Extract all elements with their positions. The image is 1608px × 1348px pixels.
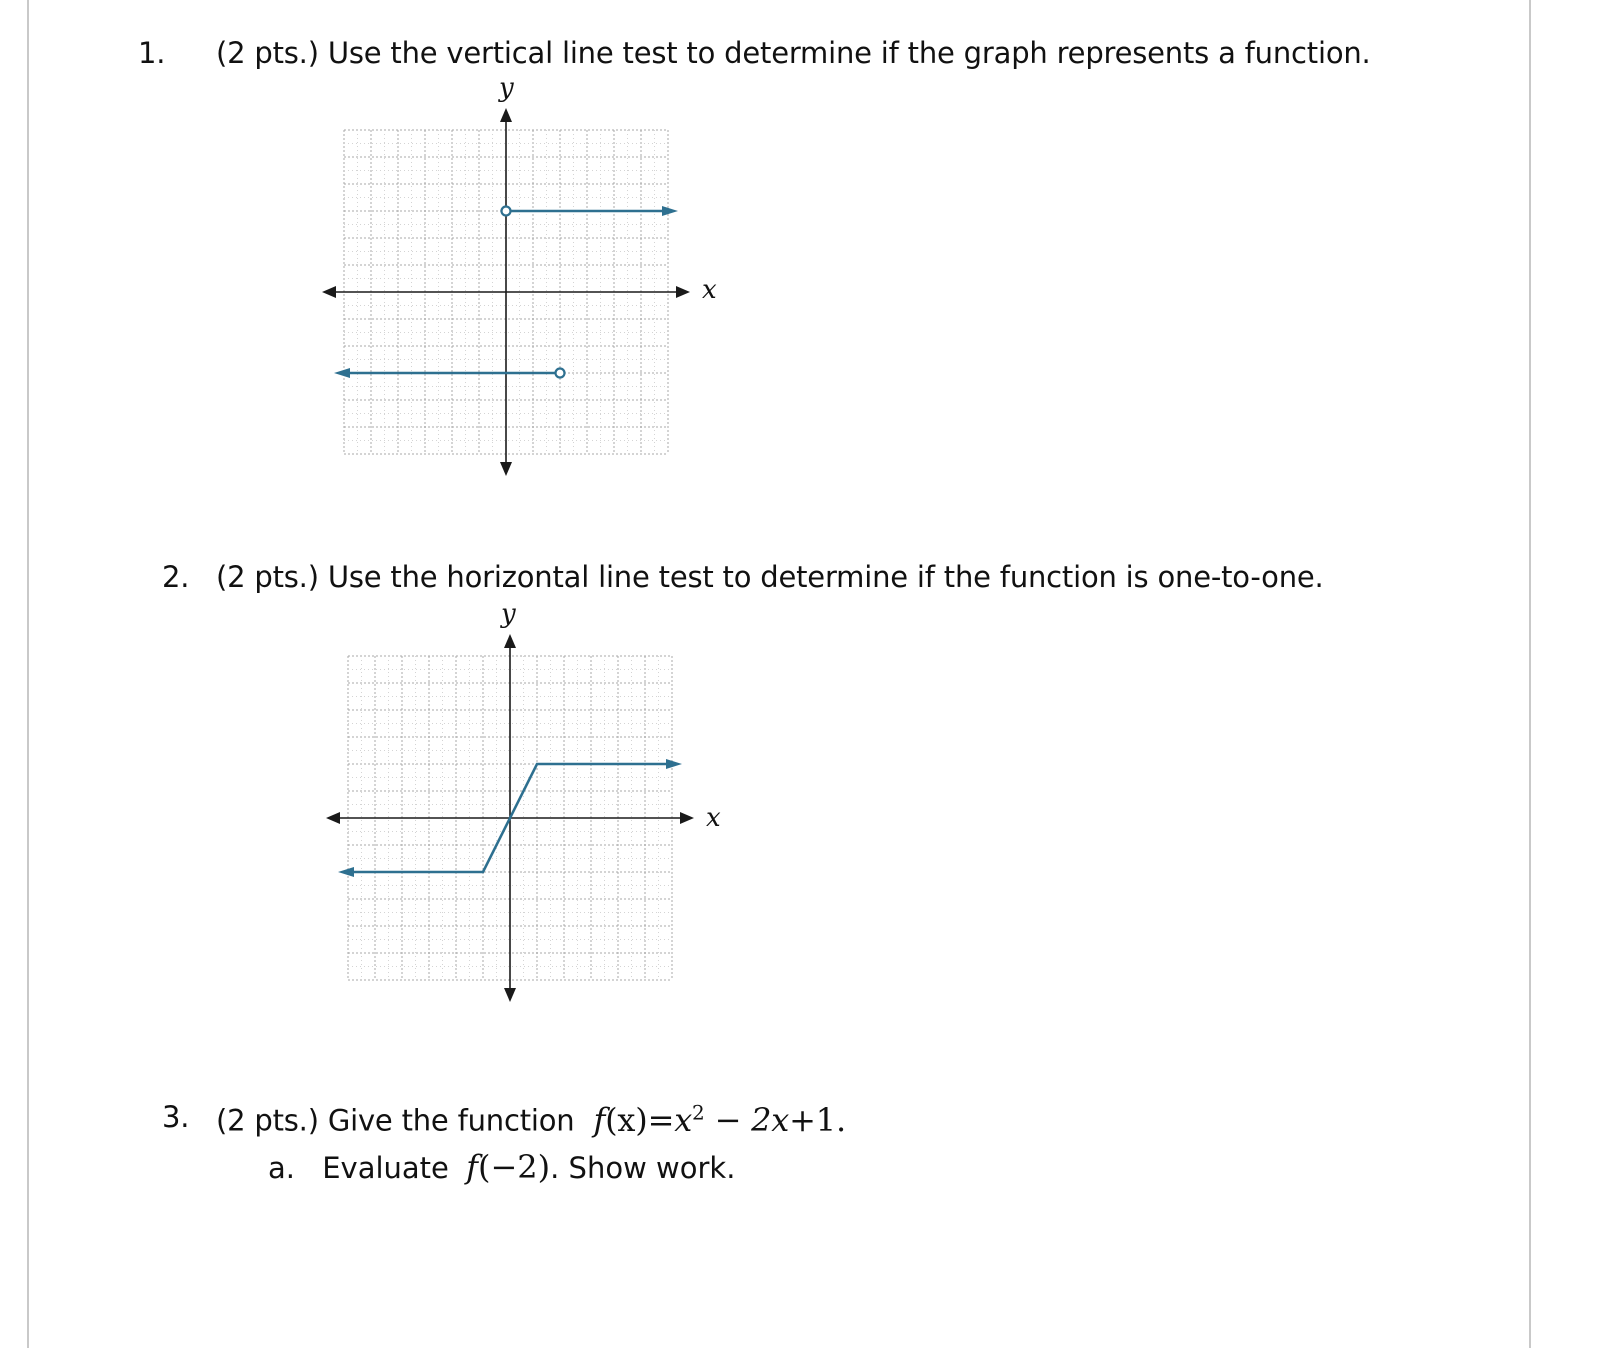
- q3-period: .: [835, 1100, 846, 1139]
- graph-q1-series-1-arrow: [662, 206, 678, 216]
- question-2-number: 2.: [162, 560, 190, 594]
- q3-plus-term: +1: [789, 1100, 836, 1139]
- question-2-text: (2 pts.) Use the horizontal line test to determine if the function is one-to-one.: [216, 560, 1324, 594]
- q3a-func-name: f: [466, 1148, 478, 1186]
- graph-q1-x-label: x: [702, 275, 717, 305]
- graph-q1-x-axis-arrow-left: [322, 286, 336, 298]
- graph-q1-series-2-open-circle: [556, 369, 565, 378]
- q3-minus-term: − 2x: [714, 1100, 790, 1139]
- q3-exponent: 2: [692, 1100, 705, 1124]
- graph-q2-y-axis-arrow-down: [504, 988, 516, 1002]
- question-3a-label: a.: [268, 1151, 295, 1185]
- graph-q2-x-axis-arrow-right: [680, 812, 694, 824]
- graph-q2-x-label: x: [706, 803, 721, 833]
- question-3-text: [216, 1100, 846, 1139]
- graph-q1: [310, 72, 730, 492]
- question-3-text-prefix: (2 pts.) Give the function: [216, 1103, 575, 1138]
- graph-q2-y-label: y: [501, 599, 516, 629]
- question-3a-expression: [466, 1148, 550, 1186]
- question-3-number: 3.: [162, 1100, 190, 1134]
- question-3a: [268, 1148, 735, 1186]
- graph-q2-series-1-arrow: [338, 867, 354, 877]
- graph-q2: [314, 598, 734, 1018]
- q3a-func-arg: (−2): [477, 1148, 551, 1186]
- graph-q2-series-1-arrow: [666, 759, 682, 769]
- graph-q1-y-axis-arrow-up: [500, 108, 512, 122]
- q3-equals: =: [647, 1100, 675, 1139]
- q3-func-arg: (x): [605, 1100, 648, 1139]
- page-border-left: [27, 0, 29, 1348]
- question-3a-suffix: . Show work.: [550, 1151, 736, 1185]
- question-1-text: (2 pts.) Use the vertical line test to determine if the graph represents a function.: [216, 36, 1371, 70]
- page-border-right: [1529, 0, 1531, 1348]
- question-3-equation: [593, 1101, 845, 1139]
- graph-q1-y-axis-arrow-down: [500, 462, 512, 476]
- graph-q2-y-axis-arrow-up: [504, 634, 516, 648]
- question-1-number: 1.: [138, 36, 166, 70]
- graph-q1-series-2-arrow: [334, 368, 350, 378]
- graph-q1-series-1-open-circle: [502, 207, 511, 216]
- graph-q2-x-axis-arrow-left: [326, 812, 340, 824]
- question-3a-text: Evaluate: [322, 1151, 449, 1185]
- graph-q1-x-axis-arrow-right: [676, 286, 690, 298]
- q3-func-name: f: [593, 1100, 606, 1139]
- graph-q1-y-label: y: [499, 73, 514, 103]
- graph-q1-axes: [322, 108, 690, 476]
- q3-x-var: x: [674, 1100, 693, 1139]
